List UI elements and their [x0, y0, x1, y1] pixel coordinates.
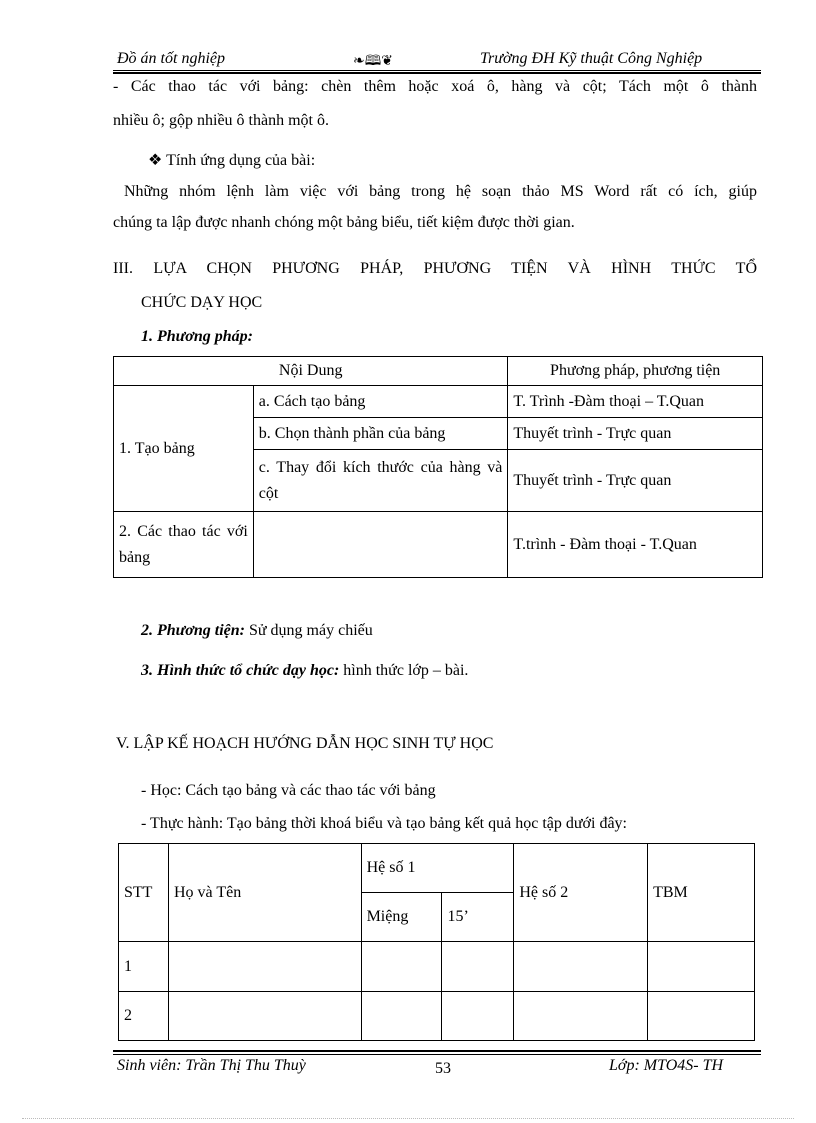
table-cell: [442, 992, 514, 1041]
item-label: 3. Hình thức tổ chức dạy học:: [141, 662, 340, 679]
table-cell: [361, 992, 442, 1041]
table-header-cell: STT: [119, 844, 169, 942]
table-cell: Thuyết trình - Trực quan: [508, 450, 763, 512]
table-cell: [648, 942, 755, 992]
item-form: [141, 662, 468, 680]
table-row: [119, 942, 755, 992]
table-header-cell: TBM: [648, 844, 755, 942]
table-cell: b. Chọn thành phần của bảng: [253, 418, 508, 450]
header-ornament: ❧🕮❦: [353, 54, 393, 69]
bullet-text: Tính ứng dụng của bài:: [166, 152, 316, 169]
table-cell: [168, 942, 361, 992]
item-text: hình thức lớp – bài.: [339, 662, 469, 679]
header-rule: [113, 70, 761, 71]
footer-class: Lớp: MTO4S- TH: [609, 1057, 724, 1074]
table-row: [114, 386, 763, 418]
table-header-cell: Hệ số 1: [361, 844, 514, 893]
header-left: Đồ án tốt nghiệp: [117, 50, 225, 67]
table-header-cell: Nội Dung: [114, 357, 508, 386]
table-header-cell: Họ và Tên: [168, 844, 361, 942]
table-row: [114, 512, 763, 578]
table-cell: [514, 992, 648, 1041]
table-header-cell: 15’: [442, 893, 514, 942]
table-cell: 1: [119, 942, 169, 992]
table-header-cell: Hệ số 2: [514, 844, 648, 942]
diamond-bullet-icon: ❖: [148, 152, 163, 169]
table-cell: T. Trình -Đàm thoại – T.Quan: [508, 386, 763, 418]
table-cell: 2: [119, 992, 169, 1041]
header-rule-thick: [113, 72, 761, 74]
footer-rule: [113, 1054, 761, 1055]
section-heading-cont: CHỨC DẠY HỌC: [141, 294, 263, 311]
item-text: Sử dụng máy chiếu: [244, 622, 373, 639]
section-heading: V. LẬP KẾ HOẠCH HƯỚNG DẪN HỌC SINH TỰ HỌC: [116, 735, 494, 752]
table-cell: [648, 992, 755, 1041]
page-edge-divider: [22, 1118, 794, 1119]
table-cell: 2. Các thao tác với bảng: [114, 512, 254, 578]
footer-rule-thick: [113, 1050, 761, 1052]
study-line: - Thực hành: Tạo bảng thời khoá biểu và tạo bảng kết quả học tập dưới đây:: [141, 815, 627, 832]
footer-student: Sinh viên: Trần Thị Thu Thuỳ: [117, 1057, 306, 1074]
table-header-cell: Miệng: [361, 893, 442, 942]
subheading-method: 1. Phương pháp:: [141, 328, 253, 345]
table-cell: c. Thay đổi kích thước của hàng và cột: [253, 450, 508, 512]
table-cell: [253, 512, 508, 578]
table-cell: [168, 992, 361, 1041]
table-cell: [442, 942, 514, 992]
table-row: [114, 357, 763, 386]
study-line: - Học: Cách tạo bảng và các thao tác với bảng: [141, 782, 436, 799]
paragraph-line: Những nhóm lệnh làm việc với bảng trong hệ soạn thảo MS Word rất có ích, giúp: [124, 183, 757, 200]
table-cell: 1. Tạo bảng: [114, 386, 254, 512]
table-cell: [514, 942, 648, 992]
section-heading: III. LỰA CHỌN PHƯƠNG PHÁP, PHƯƠNG TIỆN VÀ HÌNH THỨC TỔ: [113, 260, 757, 277]
table-cell: Thuyết trình - Trực quan: [508, 418, 763, 450]
grades-table: [118, 843, 755, 1041]
method-table: [113, 356, 763, 578]
item-means: [141, 622, 373, 640]
table-cell: [361, 942, 442, 992]
item-label: 2. Phương tiện:: [141, 622, 245, 639]
paragraph-line: chúng ta lập được nhanh chóng một bảng biểu, tiết kiệm được thời gian.: [113, 214, 575, 231]
paragraph-line: - Các thao tác với bảng: chèn thêm hoặc xoá ô, hàng và cột; Tách một ô thành: [113, 78, 757, 95]
header-right: Trường ĐH Kỹ thuật Công Nghiệp: [480, 50, 703, 67]
table-cell: T.trình - Đàm thoại - T.Quan: [508, 512, 763, 578]
table-header-cell: Phương pháp, phương tiện: [508, 357, 763, 386]
bullet-heading: [148, 150, 315, 170]
table-cell: a. Cách tạo bảng: [253, 386, 508, 418]
table-row: [119, 992, 755, 1041]
page-number: 53: [435, 1060, 451, 1077]
paragraph-line: nhiều ô; gộp nhiều ô thành một ô.: [113, 112, 329, 129]
table-row: [119, 844, 755, 893]
